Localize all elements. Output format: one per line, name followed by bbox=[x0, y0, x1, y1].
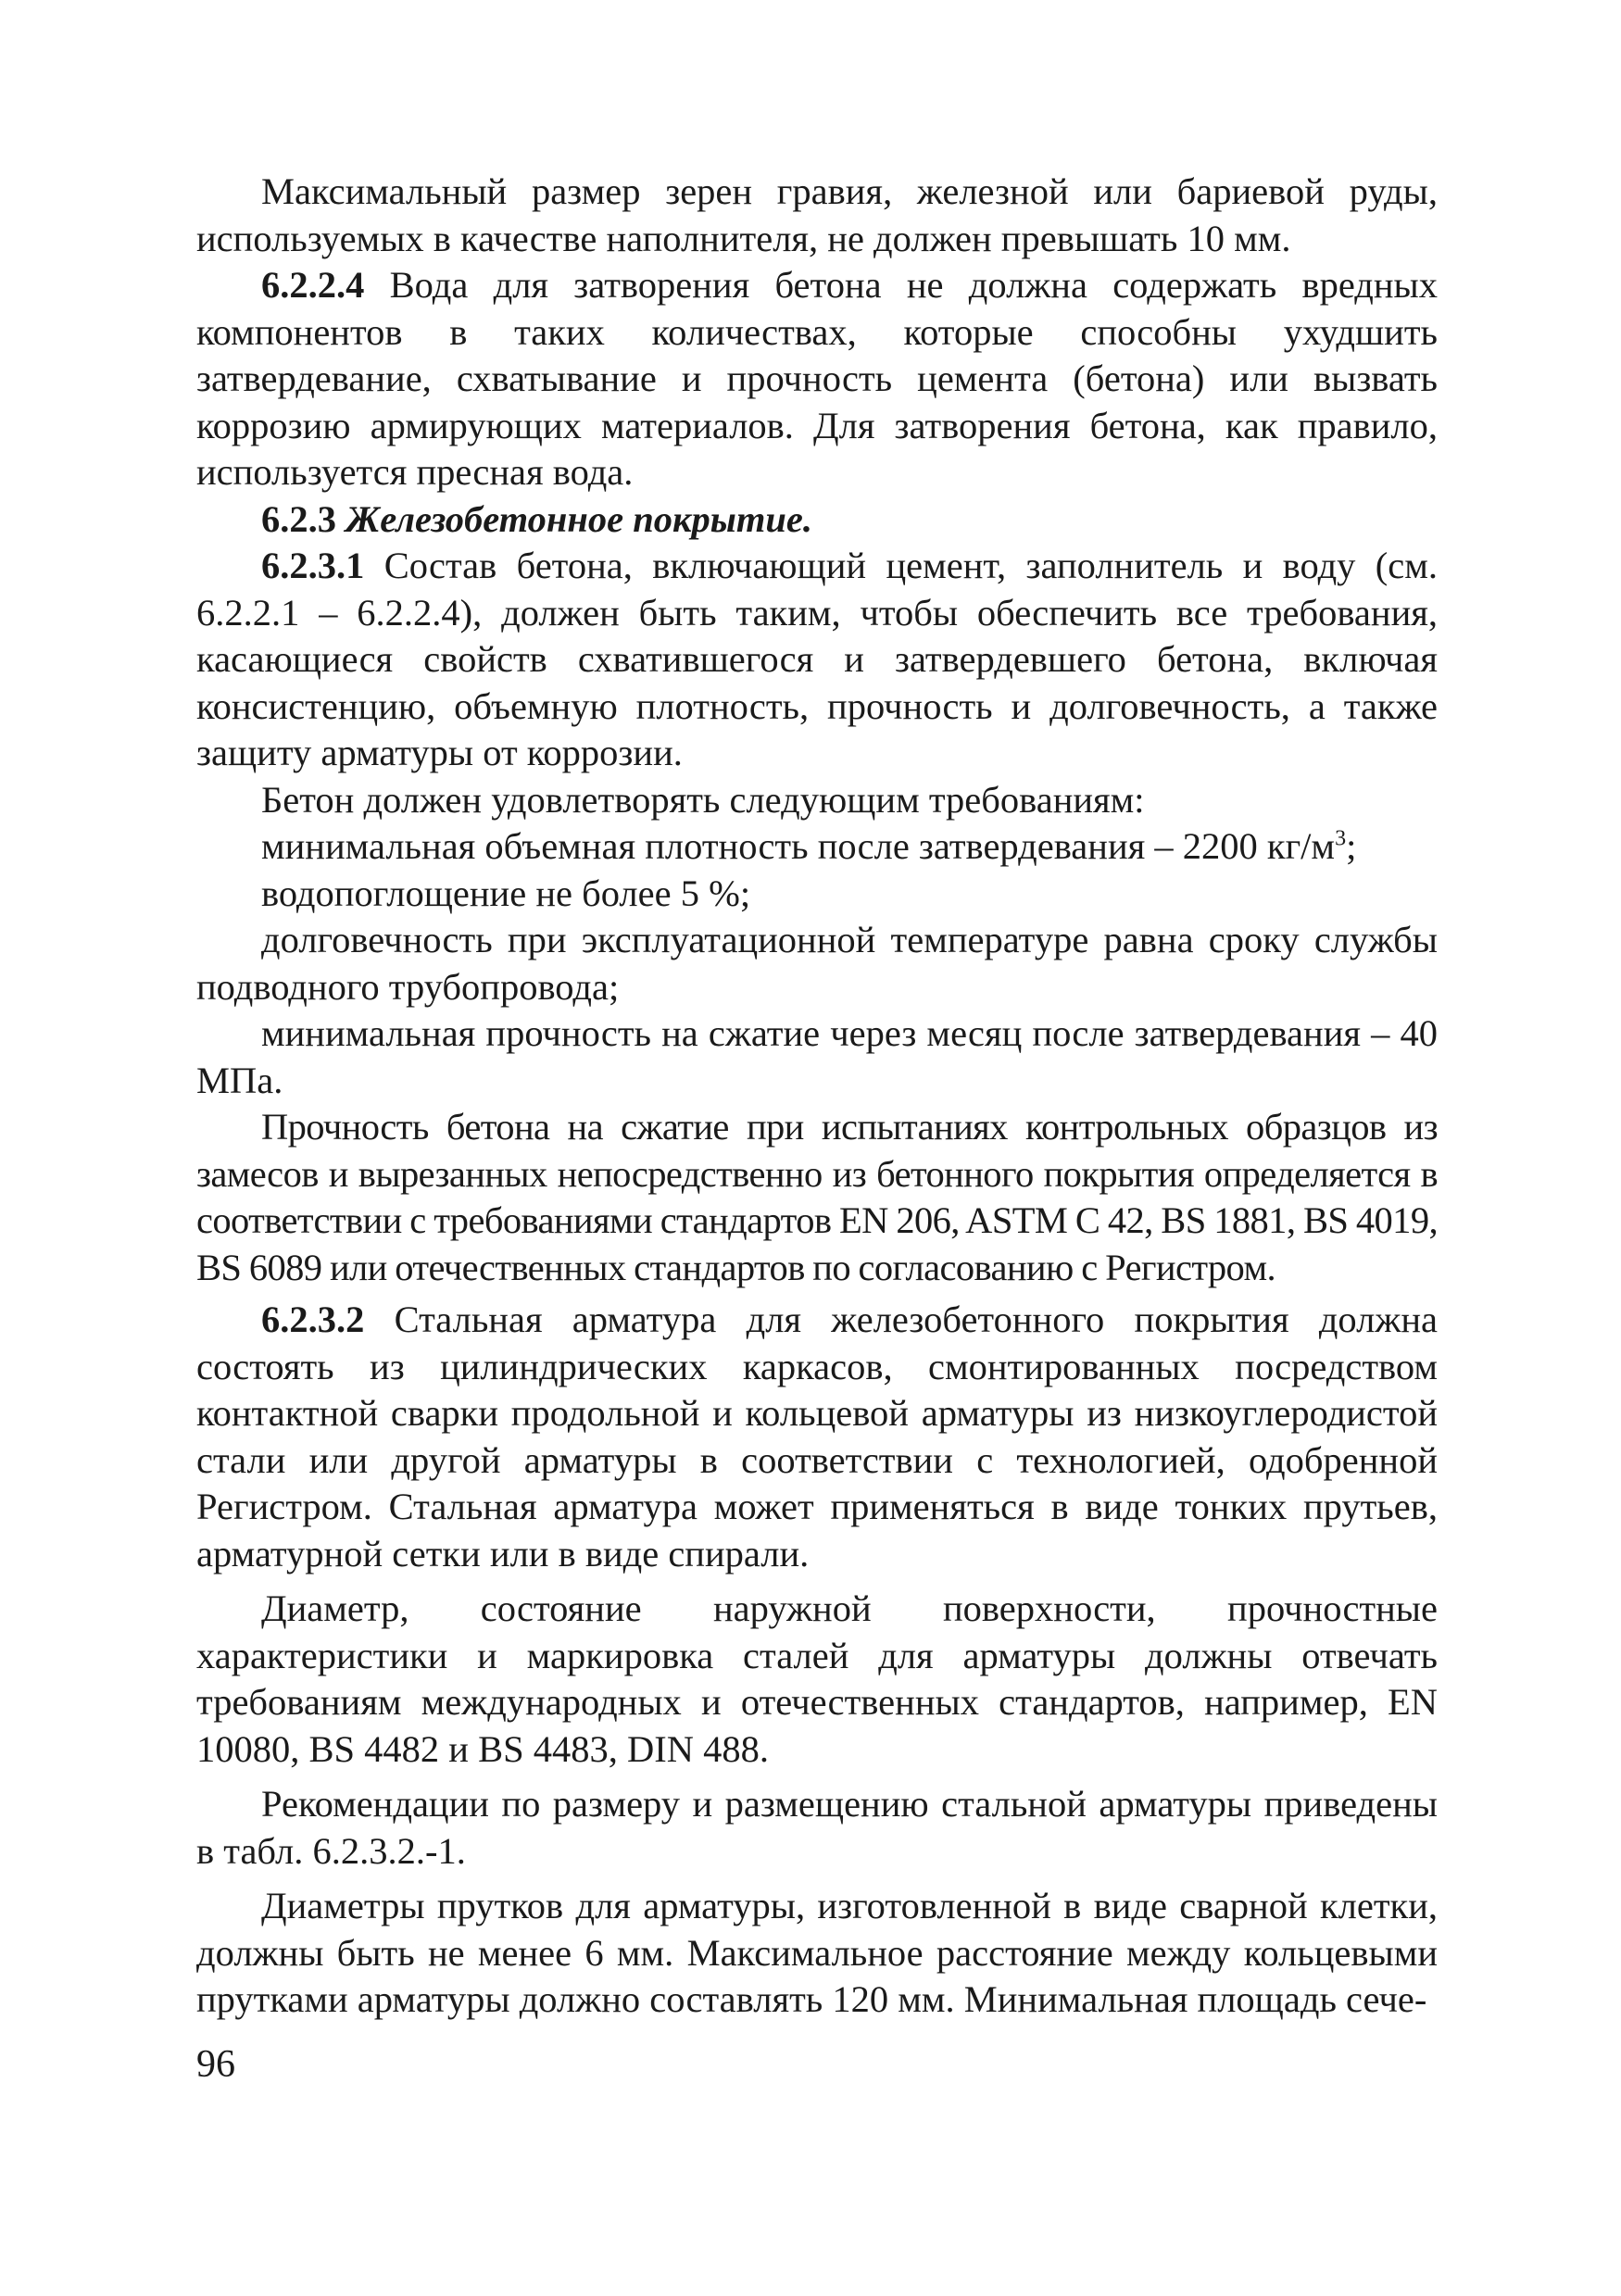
section-title: Железобетонное покрытие. bbox=[336, 497, 812, 540]
document-page bbox=[196, 169, 1438, 2024]
requirement-text: минимальная объемная плотность после затвердевания – 2200 кг/м bbox=[261, 825, 1336, 867]
page-number: 96 bbox=[196, 2043, 235, 2086]
clause-number: 6.2.3.2 bbox=[261, 1299, 365, 1340]
requirement-durability: долговечность при эксплуатационной температуре равна сроку службы подводного трубопровода; bbox=[196, 919, 1438, 1008]
clause-text: Стальная арматура для железобетонного покрытия должна состоять из цилиндрических каркасов, смонтированных посредством контактной сварки продольной и кольцевой арматуры из низкоуглеродистой стали или другой арматуры в соответствии с технологией, одобренной Регистром. Стальная арматура может применяться в виде тонких прутьев, арматурной сетки или в виде спирали. bbox=[196, 1299, 1438, 1575]
requirement-compressive-strength: минимальная прочность на сжатие через месяц после затвердевания – 40 МПа. bbox=[196, 1012, 1438, 1101]
clause-text: Состав бетона, включающий цемент, заполнитель и воду (см. 6.2.2.1 – 6.2.2.4), должен быть таким, чтобы обеспечить все требования, касающиеся свойств схватившегося и затвердевшего бетона, включая консистенцию, объемную плотность, прочность и долговечность, а также защиту арматуры от коррозии. bbox=[196, 545, 1438, 773]
superscript: 3 bbox=[1335, 826, 1347, 851]
paragraph-6-2-2-4 bbox=[196, 262, 1438, 496]
paragraph-strength-testing: Прочность бетона на сжатие при испытаниях контрольных образцов из замесов и вырезанных непосредственно из бетонного покрытия определяется в соответствии с требованиями стандартов EN 206, ASTM C 42, BS 1881, BS 4019, BS 6089 или отечественных стандартов по согласованию с Регистром. bbox=[196, 1106, 1438, 1288]
requirement-density bbox=[196, 823, 1438, 871]
paragraph-reinforcement-recommendations: Рекомендации по размеру и размещению стальной арматуры приведены в табл. 6.2.3.2.-1. bbox=[196, 1783, 1438, 1872]
clause-number: 6.2.2.4 bbox=[261, 264, 365, 306]
paragraph-steel-standards: Диаметр, состояние наружной поверхности, прочностные характеристики и маркировка сталей для арматуры должны отвечать требованиям международных и отечественных стандартов, например, EN 10080, BS 4482 и BS 4483, DIN 488. bbox=[196, 1587, 1438, 1770]
requirement-water-absorption: водопоглощение не более 5 %; bbox=[261, 872, 751, 914]
clause-number: 6.2.3.1 bbox=[261, 545, 365, 586]
clause-text: Вода для затворения бетона не должна содержать вредных компонентов в таких количествах, которые способны ухудшить затвердевание, схватывание и прочность цемента (бетона) или вызвать коррозию армирующих материалов. Для затворения бетона, как правило, используется пресная вода. bbox=[196, 264, 1438, 493]
paragraph-aggregate-size: Максимальный размер зерен гравия, железной или бариевой руды, используемых в качестве наполнителя, не должен превышать 10 мм. bbox=[196, 170, 1438, 259]
paragraph-concrete-requirements: Бетон должен удовлетворять следующим требованиям: bbox=[261, 778, 1145, 821]
section-heading-6-2-3 bbox=[196, 496, 1438, 544]
paragraph-6-2-3-2 bbox=[196, 1297, 1438, 1577]
paragraph-6-2-3-1 bbox=[196, 543, 1438, 777]
punctuation: ; bbox=[1346, 825, 1357, 867]
paragraph-bar-diameters: Диаметры прутков для арматуры, изготовленной в виде сварной клетки, должны быть не менее 6 мм. Максимальное расстояние между кольцевыми прутками арматуры должно составлять 120 мм. Минимальная площадь сече- bbox=[196, 1885, 1438, 2020]
section-number: 6.2.3 bbox=[261, 497, 336, 540]
